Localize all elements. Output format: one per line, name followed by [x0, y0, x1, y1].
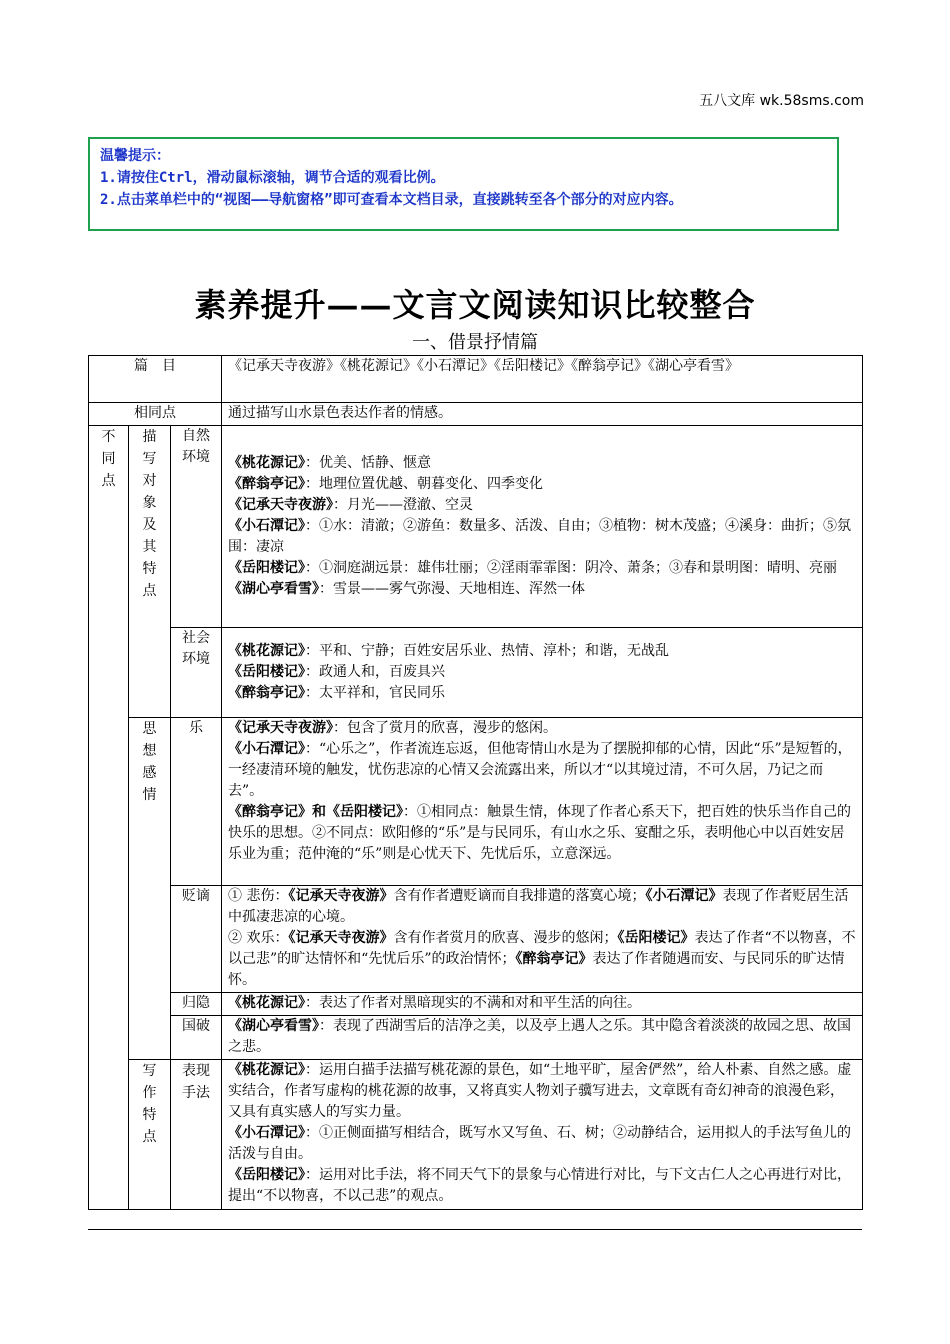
- same-value: 通过描写山水景色表达作者的情感。: [222, 403, 863, 426]
- sixiang-label: 思想感情: [129, 718, 171, 1060]
- table-row: [89, 628, 863, 718]
- table-row: [89, 718, 863, 886]
- tip-line-2: 2.点击菜单栏中的“视图——导航窗格”即可查看本文档目录，直接跳转至各个部分的对应内容。: [100, 192, 683, 208]
- site-watermark: 五八文库 wk.58sms.com: [699, 93, 864, 109]
- guiyin-label: 归隐: [171, 993, 222, 1016]
- xiezuo-label: 写作特点: [129, 1060, 171, 1210]
- le-label: 乐: [171, 718, 222, 886]
- biaoxian-content: 《桃花源记》：运用白描手法描写桃花源的景色，如“土地平旷，屋舍俨然”，给人朴素、自然之感。虚实结合，作者写虚构的桃花源的故事，又将真实人物刘子骥写进去，文章既有奇幻神奇的浪漫色彩，又具有真实感人的写实力量。 《小石潭记》：①正侧面描写相结合，既写水又写鱼、石、树；②动静结合，运用拟人的手法写鱼儿的活泼与自由。 《岳阳楼记》：运用对比手法，将不同天气下的景象与心情进行对比，与下文古仁人之心再进行对比，提出“不以物喜，不以己悲”的观点。: [222, 1060, 863, 1210]
- miaoxie-label: 描写对象及其特点: [129, 426, 171, 718]
- tip-heading: 温馨提示：: [100, 148, 170, 164]
- tip-box: [88, 137, 839, 231]
- shehui-content: 《桃花源记》：平和、宁静；百姓安居乐业、热情、淳朴；和谐，无战乱 《岳阳楼记》：政通人和，百废具兴 《醉翁亭记》：太平祥和，官民同乐: [222, 628, 863, 718]
- pianmu-label: 篇 目: [89, 356, 222, 403]
- table-row: [89, 403, 863, 426]
- table-row: [89, 426, 863, 628]
- pianmu-value: 《记承天寺夜游》《桃花源记》《小石潭记》《岳阳楼记》《醉翁亭记》《湖心亭看雪》: [222, 356, 863, 403]
- table-row: [89, 356, 863, 403]
- bianzhe-content: ① 悲伤：《记承天寺夜游》含有作者遭贬谪而自我排遣的落寞心境；《小石潭记》表现了作者贬居生活中孤凄悲凉的心境。 ② 欢乐：《记承天寺夜游》含有作者赏月的欣喜、漫步的悠闲；《岳阳楼记》表达了作者“不以物喜，不以己悲”的旷达情怀和“先忧后乐”的政治情怀；《醉翁亭记》表达了作者随遇而安、与民同乐的旷达情怀。: [222, 886, 863, 993]
- ziran-content: 《桃花源记》：优美、恬静、惬意 《醉翁亭记》：地理位置优越、朝暮变化、四季变化 《记承天寺夜游》：月光——澄澈、空灵 《小石潭记》：①水：清澈；②游鱼：数量多、活泼、自由；③植物：树木茂盛；④溪身：曲折；⑤氛围：凄凉 《岳阳楼记》：①洞庭湖远景：雄伟壮丽；②淫雨霏霏图：阴冷、萧条；③春和景明图：晴明、亮丽 《湖心亭看雪》：雪景——雾气弥漫、天地相连、浑然一体: [222, 426, 863, 628]
- shehui-label: 社会环境: [171, 628, 222, 718]
- section-subtitle: 一、借景抒情篇: [412, 332, 538, 353]
- guiyin-content: 《桃花源记》：表达了作者对黑暗现实的不满和对和平生活的向往。: [222, 993, 863, 1016]
- comparison-table: [88, 355, 863, 1210]
- le-content: 《记承天寺夜游》：包含了赏月的欣喜，漫步的悠闲。 《小石潭记》：“心乐之”，作者流连忘返，但他寄情山水是为了摆脱抑郁的心情，因此“乐”是短暂的，一经凄清环境的触发，忧伤悲凉的心情又会流露出来，所以才“以其境过清，不可久居，乃记之而去”。 《醉翁亭记》和《岳阳楼记》：①相同点：触景生情，体现了作者心系天下，把百姓的快乐当作自己的快乐的思想。②不同点：欧阳修的“乐”是与民同乐，有山水之乐、宴酣之乐，表明他心中以百姓安居乐业为重；范仲淹的“乐”则是心忧天下、先忧后乐，立意深远。: [222, 718, 863, 886]
- bianzhe-label: 贬谪: [171, 886, 222, 993]
- diff-label: 不同点: [89, 426, 129, 1210]
- table-row: [89, 1060, 863, 1210]
- table-row: [89, 993, 863, 1016]
- guopo-content: 《湖心亭看雪》：表现了西湖雪后的洁净之美，以及亭上遇人之乐。其中隐含着淡淡的故园之思、故国之悲。: [222, 1016, 863, 1060]
- ziran-label: 自然环境: [171, 426, 222, 628]
- same-label: 相同点: [89, 403, 222, 426]
- guopo-label: 国破: [171, 1016, 222, 1060]
- page-title: 素养提升——文言文阅读知识比较整合: [194, 286, 756, 324]
- footer-rule: [88, 1229, 862, 1230]
- tip-line-1: 1.请按住Ctrl，滑动鼠标滚轴，调节合适的观看比例。: [100, 170, 445, 186]
- biaoxian-label: 表现手法: [171, 1060, 222, 1210]
- table-row: [89, 1016, 863, 1060]
- table-row: [89, 886, 863, 993]
